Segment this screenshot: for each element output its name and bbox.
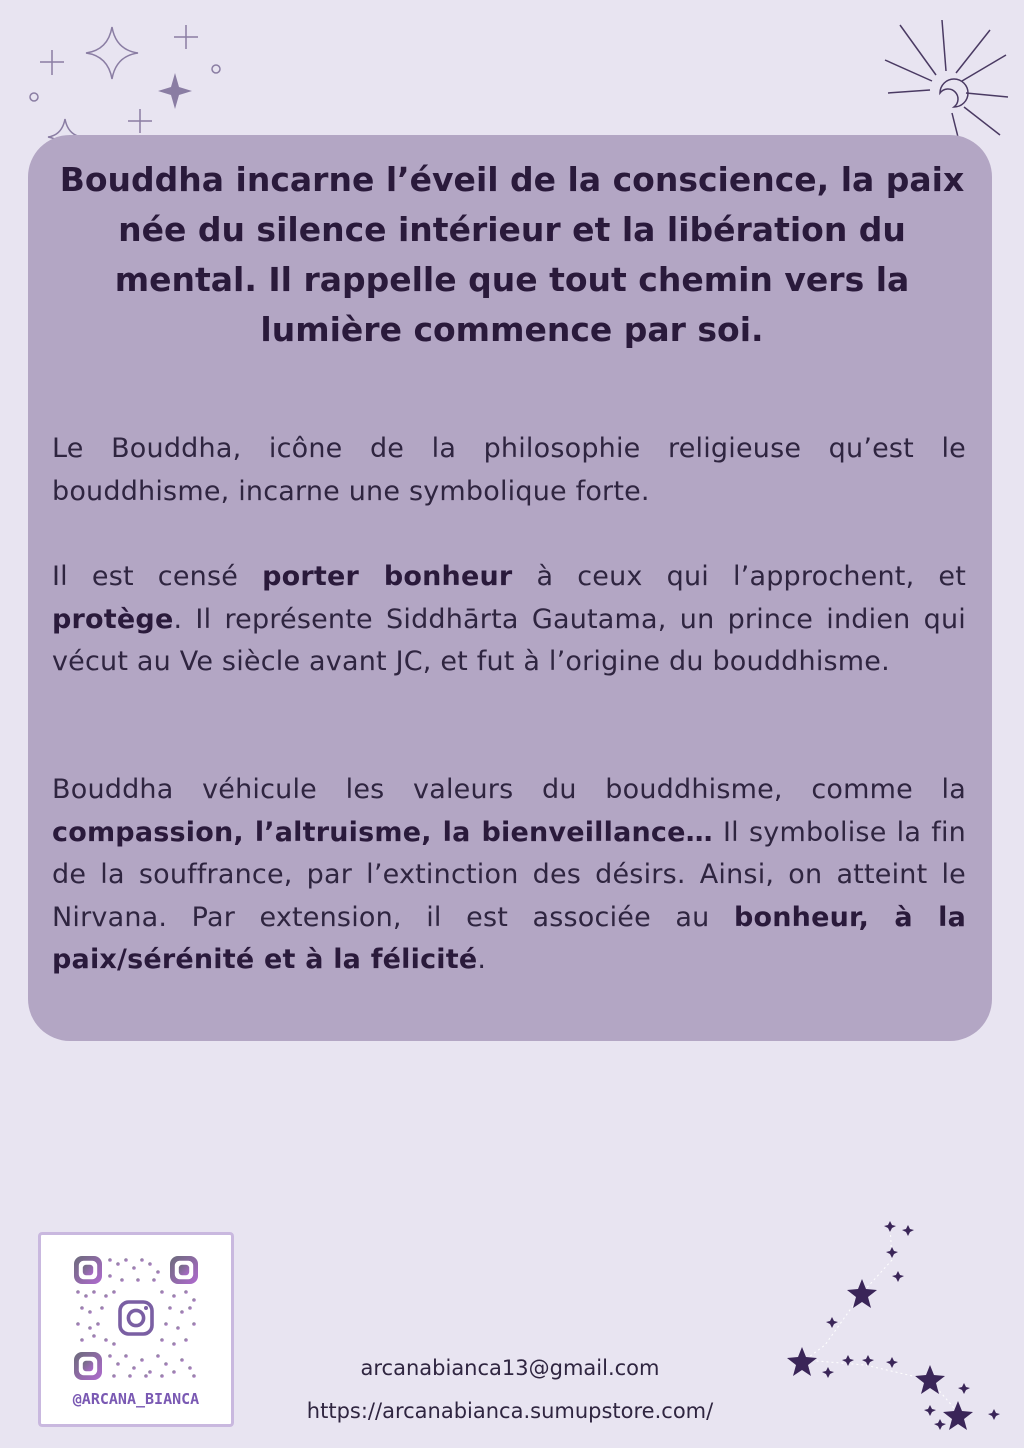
text-segment: Il est censé [52,561,263,592]
contact-website[interactable]: https://arcanabianca.sumupstore.com/ [306,1399,714,1423]
contact-email[interactable]: arcanabianca13@gmail.com [360,1356,660,1380]
instagram-handle[interactable]: @ARCANA_BIANCA [72,1390,200,1408]
text-segment: Bouddha véhicule les valeurs du bouddhisme, comme la [52,774,966,805]
sparkles-decoration [20,15,230,155]
text-segment: à ceux qui l’approchent, et [512,561,966,592]
paragraph-intro [52,428,966,513]
moon-sun-icon [880,15,1010,145]
paragraph-protection [52,556,966,684]
bold-segment: compassion, l’altruisme, la bienveillance… [52,816,713,848]
qr-code [74,1256,198,1380]
instagram-qr-card[interactable] [38,1232,234,1427]
bold-segment: porter bonheur [262,561,513,592]
headline: Bouddha incarne l’éveil de la conscience, la paix née du silence intérieur et la libération du mental. Il rappelle que tout chemin vers la lumière commence par soi. [59,160,965,349]
paragraph-values [52,769,966,982]
bold-segment: bonheur, à la paix/sérénité et à la félicité [52,901,966,975]
bold-segment: protège [52,603,174,635]
text-segment: Il symbolise la fin de la souffrance, par l’extinction des désirs. Ainsi, on atteint le Nirvana. Par extension, il est associée au [52,816,966,933]
text-segment: . [477,944,487,975]
constellation-decoration [780,1215,1010,1440]
text-segment: . Il représente Siddhārta Gautama, un prince indien qui vécut au Ve siècle avant JC, et fut à l’origine du bouddhisme. [52,603,966,677]
paragraph-intro-text: Le Bouddha, icône de la philosophie religieuse qu’est le bouddhisme, incarne une symbolique forte. [52,433,966,507]
